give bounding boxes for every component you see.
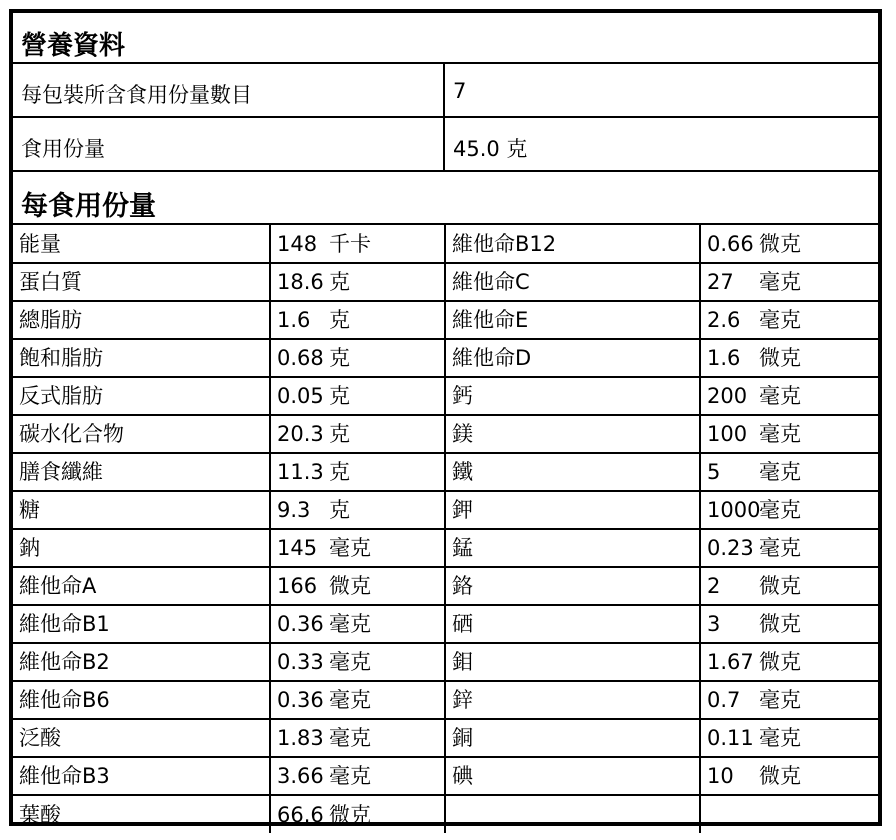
serving-size-row xyxy=(13,118,878,172)
nutrient-amount: 148 xyxy=(277,231,318,256)
nutrient-amount: 0.05 xyxy=(277,384,324,408)
nutrient-unit: 千卡 xyxy=(329,231,371,256)
nutrient-amount: 0.36 xyxy=(277,688,324,712)
nutrient-name-right xyxy=(445,795,700,833)
nutrient-unit: 毫克 xyxy=(759,460,801,484)
nutrient-unit: 毫克 xyxy=(759,498,801,522)
nutrient-name-right: 維他命E xyxy=(445,301,700,339)
nutrient-amount: 200 xyxy=(707,384,748,408)
nutrient-amount: 20.3 xyxy=(277,422,324,446)
nutrient-value-right xyxy=(700,453,878,491)
nutrient-unit: 毫克 xyxy=(759,384,801,408)
nutrient-unit: 毫克 xyxy=(329,688,371,712)
nutrient-value-right xyxy=(700,491,878,529)
nutrient-amount: 10 xyxy=(707,764,734,788)
nutrient-unit: 毫克 xyxy=(759,688,801,712)
nutrient-value-left xyxy=(270,529,445,567)
nutrient-value-right xyxy=(700,339,878,377)
serving-size-label: 食用份量 xyxy=(21,137,105,161)
nutrient-name-left: 反式脂肪 xyxy=(13,377,270,415)
nutrient-name-right: 維他命D xyxy=(445,339,700,377)
nutrient-row xyxy=(13,339,878,377)
nutrient-value-left xyxy=(270,301,445,339)
nutrient-amount: 0.7 xyxy=(707,688,741,712)
nutrient-unit: 克 xyxy=(329,346,350,370)
nutrient-unit: 克 xyxy=(329,384,350,408)
serving-size-value-cell xyxy=(445,118,878,170)
section-title: 每食用份量 xyxy=(21,191,156,222)
nutrient-row xyxy=(13,301,878,339)
nutrient-value-right xyxy=(700,301,878,339)
servings-per-pack-row xyxy=(13,64,878,118)
nutrient-unit: 克 xyxy=(329,422,350,446)
nutrient-name-right: 鉬 xyxy=(445,643,700,681)
nutrient-name-left: 碳水化合物 xyxy=(13,415,270,453)
nutrient-amount: 11.3 xyxy=(277,460,324,484)
nutrient-value-right xyxy=(700,605,878,643)
nutrient-unit: 微克 xyxy=(759,764,801,788)
panel-title: 營養資料 xyxy=(21,31,126,61)
nutrition-facts-panel xyxy=(9,9,882,826)
nutrient-row xyxy=(13,681,878,719)
nutrient-row xyxy=(13,567,878,605)
nutrient-amount: 27 xyxy=(707,270,734,294)
nutrient-amount: 3 xyxy=(707,612,721,636)
nutrient-amount: 2.6 xyxy=(707,308,741,332)
nutrient-unit: 克 xyxy=(329,270,350,294)
nutrient-value-left xyxy=(270,415,445,453)
nutrient-value-right xyxy=(700,681,878,719)
nutrient-value-right xyxy=(700,795,878,833)
servings-per-pack-label-cell xyxy=(13,64,445,116)
nutrient-table xyxy=(13,225,878,833)
nutrient-name-right: 鐵 xyxy=(445,453,700,491)
nutrient-amount: 0.33 xyxy=(277,650,324,674)
nutrient-name-right: 鈣 xyxy=(445,377,700,415)
nutrient-name-left: 鈉 xyxy=(13,529,270,567)
nutrient-amount: 1.83 xyxy=(277,726,324,750)
nutrient-amount: 0.36 xyxy=(277,612,324,636)
nutrient-unit: 毫克 xyxy=(329,764,371,788)
nutrient-name-right: 銅 xyxy=(445,719,700,757)
nutrient-value-right xyxy=(700,719,878,757)
nutrient-unit: 毫克 xyxy=(759,422,801,446)
nutrient-unit: 微克 xyxy=(759,346,801,370)
nutrient-row xyxy=(13,415,878,453)
nutrient-amount: 0.23 xyxy=(707,536,754,560)
nutrient-amount: 1.6 xyxy=(707,346,741,370)
nutrient-value-right xyxy=(700,643,878,681)
nutrient-row xyxy=(13,719,878,757)
nutrient-name-right: 維他命C xyxy=(445,263,700,301)
nutrient-value-left xyxy=(270,225,445,263)
nutrient-row xyxy=(13,795,878,833)
nutrient-name-left: 維他命B6 xyxy=(13,681,270,719)
nutrient-value-right xyxy=(700,415,878,453)
nutrient-name-left: 飽和脂肪 xyxy=(13,339,270,377)
nutrient-unit: 克 xyxy=(329,498,350,522)
nutrient-value-left xyxy=(270,719,445,757)
nutrient-row xyxy=(13,529,878,567)
nutrient-value-left xyxy=(270,339,445,377)
nutrient-unit: 毫克 xyxy=(759,536,801,560)
nutrient-value-right xyxy=(700,757,878,795)
nutrient-row xyxy=(13,377,878,415)
nutrient-name-right: 錳 xyxy=(445,529,700,567)
nutrient-unit: 微克 xyxy=(329,802,371,827)
nutrient-value-left xyxy=(270,605,445,643)
nutrient-name-left: 蛋白質 xyxy=(13,263,270,301)
nutrient-value-left xyxy=(270,491,445,529)
nutrient-amount: 1.67 xyxy=(707,650,754,674)
nutrient-name-right: 碘 xyxy=(445,757,700,795)
nutrient-amount: 1.6 xyxy=(277,308,311,332)
nutrient-name-right: 硒 xyxy=(445,605,700,643)
nutrient-amount: 145 xyxy=(277,536,318,560)
nutrient-name-left: 維他命B3 xyxy=(13,757,270,795)
nutrient-amount: 3.66 xyxy=(277,764,324,788)
nutrient-name-left: 糖 xyxy=(13,491,270,529)
nutrient-name-left: 維他命A xyxy=(13,567,270,605)
per-serving-section-row xyxy=(13,172,878,225)
nutrient-amount: 100 xyxy=(707,422,748,446)
nutrient-row xyxy=(13,453,878,491)
nutrient-value-right xyxy=(700,263,878,301)
nutrient-amount: 1000 xyxy=(707,498,761,522)
servings-per-pack-value: 7 xyxy=(453,79,467,103)
nutrient-name-left: 膳食纖維 xyxy=(13,453,270,491)
servings-per-pack-value-cell xyxy=(445,64,878,116)
nutrient-name-left: 維他命B2 xyxy=(13,643,270,681)
nutrient-unit: 毫克 xyxy=(329,612,371,636)
nutrient-value-left xyxy=(270,681,445,719)
nutrient-row xyxy=(13,225,878,263)
nutrient-unit: 微克 xyxy=(759,650,801,674)
nutrient-value-left xyxy=(270,453,445,491)
nutrient-amount: 18.6 xyxy=(277,270,324,294)
nutrient-unit: 克 xyxy=(329,308,350,332)
nutrient-name-right: 鋅 xyxy=(445,681,700,719)
nutrient-value-right xyxy=(700,567,878,605)
servings-per-pack-label: 每包裝所含食用份量數目 xyxy=(21,83,252,107)
nutrient-name-right: 鉀 xyxy=(445,491,700,529)
nutrient-name-right: 鎂 xyxy=(445,415,700,453)
nutrient-name-right: 鉻 xyxy=(445,567,700,605)
nutrient-row xyxy=(13,605,878,643)
nutrient-unit: 微克 xyxy=(759,612,801,636)
nutrient-value-left xyxy=(270,643,445,681)
nutrient-unit: 克 xyxy=(329,460,350,484)
title-row xyxy=(13,13,878,64)
nutrient-unit: 毫克 xyxy=(759,726,801,750)
nutrient-unit: 毫克 xyxy=(329,726,371,750)
nutrient-amount: 2 xyxy=(707,574,721,598)
nutrient-unit: 微克 xyxy=(329,574,371,598)
serving-size-value: 45.0 克 xyxy=(453,137,528,161)
nutrient-row xyxy=(13,263,878,301)
nutrient-value-left xyxy=(270,795,445,833)
nutrient-amount: 5 xyxy=(707,460,721,484)
nutrient-unit: 毫克 xyxy=(329,536,371,560)
nutrient-name-left: 泛酸 xyxy=(13,719,270,757)
nutrient-amount: 166 xyxy=(277,574,318,598)
nutrient-amount: 66.6 xyxy=(277,802,324,827)
serving-size-label-cell xyxy=(13,118,445,170)
nutrient-unit: 毫克 xyxy=(759,308,801,332)
nutrient-amount: 0.68 xyxy=(277,346,324,370)
nutrient-name-left: 葉酸 xyxy=(13,795,270,833)
nutrient-row xyxy=(13,643,878,681)
nutrient-name-left: 總脂肪 xyxy=(13,301,270,339)
nutrient-amount: 9.3 xyxy=(277,498,311,522)
nutrient-name-left: 維他命B1 xyxy=(13,605,270,643)
nutrient-row xyxy=(13,491,878,529)
nutrient-value-right xyxy=(700,529,878,567)
nutrient-name-left: 能量 xyxy=(13,225,270,263)
nutrient-unit: 微克 xyxy=(759,574,801,598)
nutrient-value-left xyxy=(270,567,445,605)
nutrient-name-right: 維他命B12 xyxy=(445,225,700,263)
nutrient-unit: 微克 xyxy=(759,231,801,256)
nutrient-value-left xyxy=(270,377,445,415)
nutrient-value-right xyxy=(700,225,878,263)
nutrient-unit: 毫克 xyxy=(759,270,801,294)
nutrient-row xyxy=(13,757,878,795)
nutrient-unit: 毫克 xyxy=(329,650,371,674)
nutrient-value-left xyxy=(270,757,445,795)
nutrient-value-left xyxy=(270,263,445,301)
nutrient-value-right xyxy=(700,377,878,415)
nutrient-amount: 0.66 xyxy=(707,231,754,256)
nutrient-amount: 0.11 xyxy=(707,726,754,750)
